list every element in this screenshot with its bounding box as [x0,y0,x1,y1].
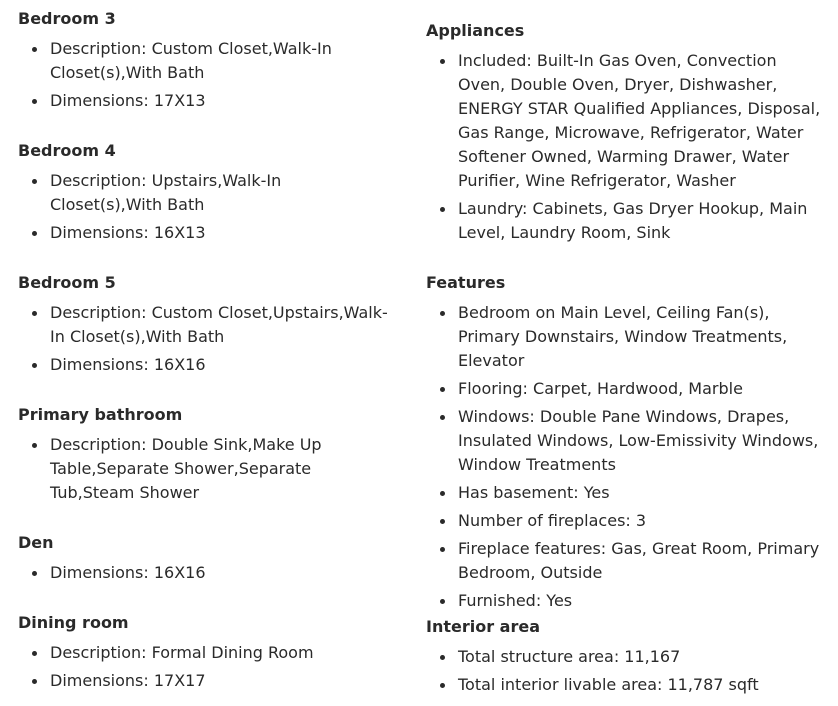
detail-list [18,561,398,585]
list-item: Dimensions: 17X13 [50,89,398,113]
detail-list [426,301,826,613]
list-item: Description: Custom Closet,Walk-In Closet(s),With Bath [50,37,398,85]
list-item: Dimensions: 16X13 [50,221,398,245]
section-bedroom-3 [18,7,398,117]
section-title: Bedroom 3 [18,9,116,28]
list-item: Laundry: Cabinets, Gas Dryer Hookup, Main Level, Laundry Room, Sink [458,197,826,245]
list-item: Included: Built-In Gas Oven, Convection Oven, Double Oven, Dryer, Dishwasher, ENERGY STAR Qualified Appliances, Disposal, Gas Range, Microwave, Refrigerator, Water Softener Owned, Warming Drawer, Water Purifier, Wine Refrigerator, Washer [458,49,826,193]
list-item: Number of fireplaces: 3 [458,509,826,533]
list-item: Total structure area: 11,167 [458,645,826,669]
list-item: Furnished: Yes [458,589,826,613]
section-dining-room [18,611,398,697]
list-item: Description: Custom Closet,Upstairs,Walk-In Closet(s),With Bath [50,301,398,349]
list-item: Description: Double Sink,Make Up Table,Separate Shower,Separate Tub,Steam Shower [50,433,398,505]
section-title: Dining room [18,613,129,632]
detail-list [426,49,826,245]
detail-list [18,169,398,245]
list-item: Total interior livable area: 11,787 sqft [458,673,826,697]
list-item: Description: Upstairs,Walk-In Closet(s),With Bath [50,169,398,217]
section-bedroom-4 [18,139,398,249]
list-item: Has basement: Yes [458,481,826,505]
section-title: Bedroom 4 [18,141,116,160]
section-appliances [426,19,826,249]
list-item: Dimensions: 16X16 [50,353,398,377]
detail-list [18,301,398,377]
detail-list [426,645,826,697]
section-title: Bedroom 5 [18,273,116,292]
list-item: Description: Formal Dining Room [50,641,398,665]
section-title: Den [18,533,54,552]
list-item: Dimensions: 17X17 [50,669,398,693]
list-item: Bedroom on Main Level, Ceiling Fan(s), Primary Downstairs, Window Treatments, Elevator [458,301,826,373]
detail-list [18,37,398,113]
section-features [426,271,826,617]
section-den [18,531,398,589]
section-interior-area [426,615,826,701]
section-bedroom-5 [18,271,398,381]
list-item: Windows: Double Pane Windows, Drapes, Insulated Windows, Low-Emissivity Windows, Window Treatments [458,405,826,477]
section-title: Primary bathroom [18,405,183,424]
section-title: Interior area [426,617,541,636]
detail-list [18,433,398,505]
section-primary-bathroom [18,403,398,509]
section-title: Appliances [426,21,525,40]
list-item: Flooring: Carpet, Hardwood, Marble [458,377,826,401]
detail-list [18,641,398,693]
list-item: Dimensions: 16X16 [50,561,398,585]
list-item: Fireplace features: Gas, Great Room, Primary Bedroom, Outside [458,537,826,585]
section-title: Features [426,273,506,292]
